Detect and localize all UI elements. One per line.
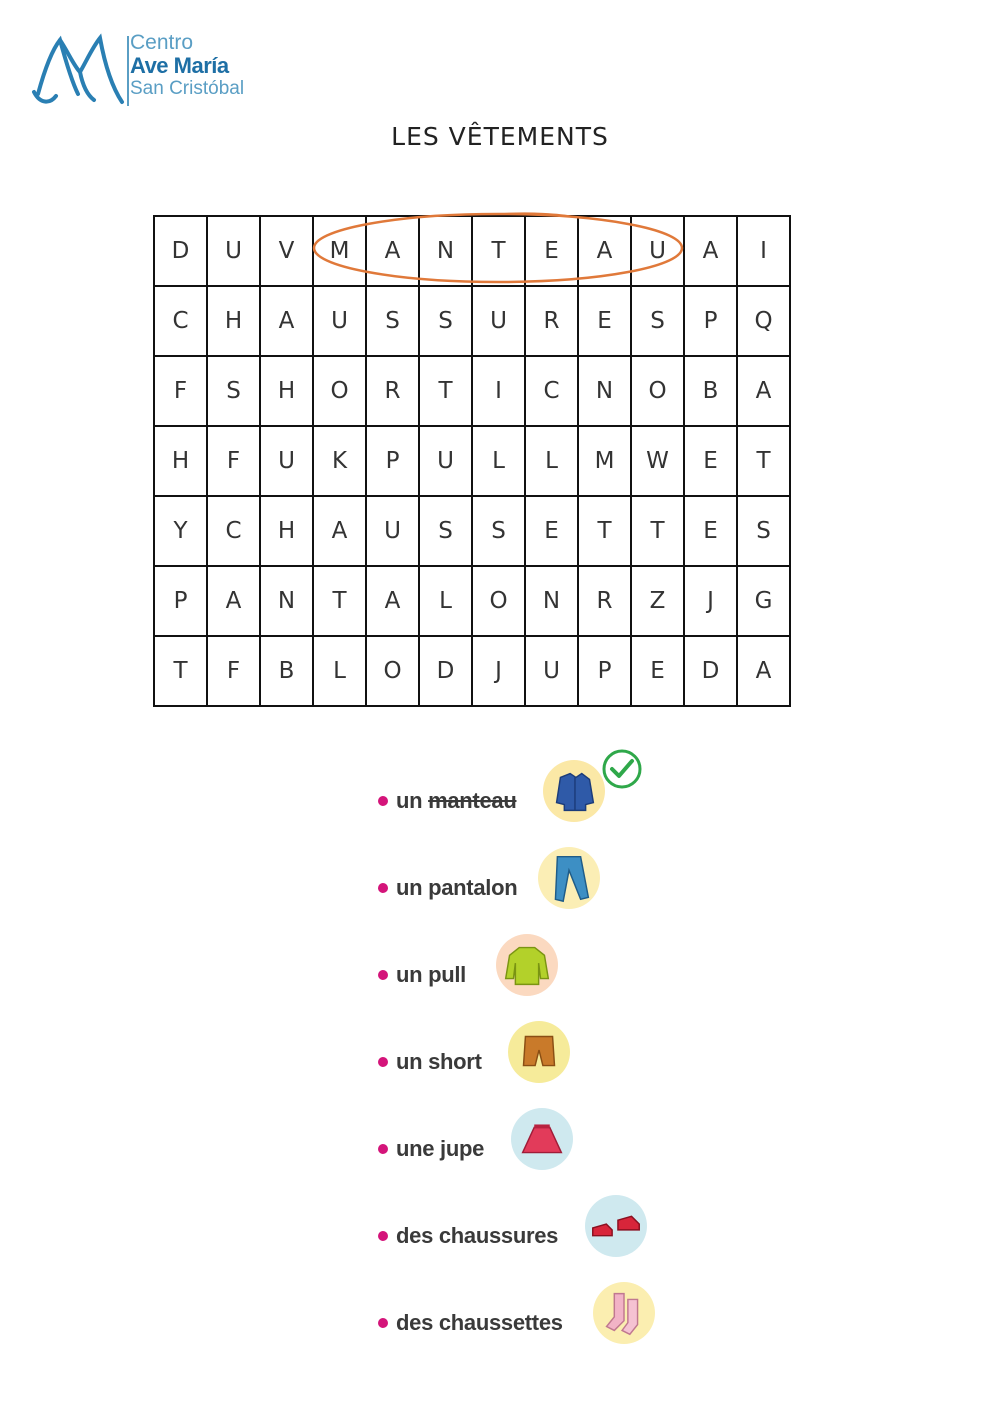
grid-cell[interactable]: E <box>525 496 578 566</box>
grid-cell[interactable]: R <box>366 356 419 426</box>
shorts-icon <box>508 1021 570 1083</box>
vocabulary-article: un <box>396 962 423 987</box>
grid-cell[interactable]: A <box>684 216 737 286</box>
logo-line-2: Ave María <box>130 53 229 78</box>
bullet-icon <box>378 883 388 893</box>
logo-line-3: San Cristóbal <box>130 78 245 99</box>
grid-cell[interactable]: D <box>684 636 737 706</box>
vocabulary-label <box>396 1136 484 1162</box>
grid-cell[interactable]: C <box>525 356 578 426</box>
grid-row <box>154 426 790 496</box>
grid-row <box>154 566 790 636</box>
grid-cell[interactable]: A <box>578 216 631 286</box>
skirt-icon <box>511 1108 573 1170</box>
grid-cell[interactable]: T <box>313 566 366 636</box>
grid-cell[interactable]: A <box>313 496 366 566</box>
grid-cell[interactable]: L <box>313 636 366 706</box>
grid-cell[interactable]: L <box>525 426 578 496</box>
vocabulary-item <box>378 875 517 901</box>
grid-cell[interactable]: N <box>578 356 631 426</box>
grid-cell[interactable]: V <box>260 216 313 286</box>
grid-row <box>154 496 790 566</box>
grid-cell[interactable]: E <box>525 216 578 286</box>
vocabulary-label <box>396 1223 558 1249</box>
grid-cell[interactable]: D <box>419 636 472 706</box>
grid-cell[interactable]: M <box>578 426 631 496</box>
grid-cell[interactable]: W <box>631 426 684 496</box>
trousers-icon <box>538 847 600 909</box>
grid-cell[interactable]: B <box>684 356 737 426</box>
coat-icon <box>543 760 605 822</box>
grid-cell[interactable]: L <box>472 426 525 496</box>
logo-text <box>130 32 244 98</box>
vocabulary-item <box>378 1223 558 1249</box>
grid-cell[interactable]: H <box>260 356 313 426</box>
vocabulary-word: chaussettes <box>438 1310 563 1335</box>
vocabulary-item <box>378 788 516 814</box>
grid-cell[interactable]: T <box>419 356 472 426</box>
grid-cell[interactable]: A <box>260 286 313 356</box>
vocabulary-item <box>378 1310 563 1336</box>
vocabulary-article: des <box>396 1223 434 1248</box>
vocabulary-label <box>396 1310 563 1336</box>
grid-cell[interactable]: T <box>737 426 790 496</box>
grid-cell[interactable]: M <box>313 216 366 286</box>
grid-cell[interactable]: F <box>207 636 260 706</box>
grid-cell[interactable]: J <box>472 636 525 706</box>
vocabulary-item <box>378 1136 484 1162</box>
word-search-grid <box>153 215 791 707</box>
grid-cell[interactable]: A <box>737 636 790 706</box>
grid-cell[interactable]: F <box>154 356 207 426</box>
grid-row <box>154 636 790 706</box>
grid-cell[interactable]: B <box>260 636 313 706</box>
grid-cell[interactable]: P <box>154 566 207 636</box>
grid-cell[interactable]: O <box>313 356 366 426</box>
grid-row <box>154 356 790 426</box>
socks-icon <box>593 1282 655 1344</box>
grid-cell[interactable]: S <box>207 356 260 426</box>
grid-cell[interactable]: U <box>207 216 260 286</box>
grid-cell[interactable]: A <box>366 566 419 636</box>
vocabulary-article: un <box>396 875 423 900</box>
vocabulary-word: chaussures <box>438 1223 559 1248</box>
grid-cell[interactable]: H <box>260 496 313 566</box>
bullet-icon <box>378 1231 388 1241</box>
grid-cell[interactable]: U <box>472 286 525 356</box>
vocabulary-label <box>396 962 466 988</box>
grid-cell[interactable]: U <box>525 636 578 706</box>
grid-cell[interactable]: C <box>207 496 260 566</box>
vocabulary-article: un <box>396 1049 423 1074</box>
grid-cell[interactable]: E <box>578 286 631 356</box>
vocabulary-item <box>378 1049 482 1075</box>
grid-cell[interactable]: H <box>154 426 207 496</box>
sweater-icon <box>496 934 558 996</box>
grid-cell[interactable]: N <box>260 566 313 636</box>
grid-cell[interactable]: A <box>207 566 260 636</box>
grid-cell[interactable]: P <box>578 636 631 706</box>
grid-cell[interactable]: L <box>419 566 472 636</box>
grid-cell[interactable]: Q <box>737 286 790 356</box>
grid-cell[interactable]: N <box>525 566 578 636</box>
grid-cell[interactable]: O <box>631 356 684 426</box>
grid-cell[interactable]: O <box>366 636 419 706</box>
vocabulary-article: un <box>396 788 423 813</box>
grid-cell[interactable]: S <box>472 496 525 566</box>
vocabulary-article: une <box>396 1136 435 1161</box>
bullet-icon <box>378 1318 388 1328</box>
shoes-icon <box>585 1195 647 1257</box>
vocabulary-item <box>378 962 466 988</box>
grid-cell[interactable]: G <box>737 566 790 636</box>
grid-row <box>154 286 790 356</box>
grid-cell[interactable]: U <box>313 286 366 356</box>
grid-cell[interactable]: T <box>472 216 525 286</box>
logo-line-1: Centro <box>130 31 194 54</box>
grid-cell[interactable]: E <box>684 426 737 496</box>
grid-cell[interactable]: A <box>737 356 790 426</box>
grid-cell[interactable]: R <box>525 286 578 356</box>
grid-row <box>154 216 790 286</box>
vocabulary-word: manteau <box>428 788 517 813</box>
grid-cell[interactable]: K <box>313 426 366 496</box>
vocabulary-article: des <box>396 1310 434 1335</box>
checkmark-icon <box>601 748 643 790</box>
grid-cell[interactable]: Y <box>154 496 207 566</box>
vocabulary-word: jupe <box>440 1136 485 1161</box>
grid-cell[interactable]: S <box>419 496 472 566</box>
grid-cell[interactable]: T <box>578 496 631 566</box>
grid-cell[interactable]: U <box>631 216 684 286</box>
grid-cell[interactable]: U <box>419 426 472 496</box>
grid-cell[interactable]: E <box>684 496 737 566</box>
grid-cell[interactable]: U <box>366 496 419 566</box>
vocabulary-label <box>396 1049 482 1075</box>
grid-cell[interactable]: I <box>737 216 790 286</box>
grid-cell[interactable]: T <box>631 496 684 566</box>
grid-cell[interactable]: N <box>419 216 472 286</box>
vocabulary-label <box>396 788 516 814</box>
grid-cell[interactable]: I <box>472 356 525 426</box>
grid-cell[interactable]: A <box>366 216 419 286</box>
grid-cell[interactable]: O <box>472 566 525 636</box>
grid-cell[interactable]: E <box>631 636 684 706</box>
grid-cell[interactable]: T <box>154 636 207 706</box>
vocabulary-word: short <box>428 1049 482 1074</box>
vocabulary-word: pantalon <box>428 875 518 900</box>
bullet-icon <box>378 1144 388 1154</box>
grid-cell[interactable]: F <box>207 426 260 496</box>
grid-cell[interactable]: H <box>207 286 260 356</box>
grid-cell[interactable]: D <box>154 216 207 286</box>
bullet-icon <box>378 796 388 806</box>
grid-cell[interactable]: S <box>366 286 419 356</box>
vocabulary-label <box>396 875 517 901</box>
bullet-icon <box>378 970 388 980</box>
grid-cell[interactable]: P <box>366 426 419 496</box>
grid-cell[interactable]: U <box>260 426 313 496</box>
grid-cell[interactable]: S <box>737 496 790 566</box>
grid-cell[interactable]: P <box>684 286 737 356</box>
grid-cell[interactable]: S <box>419 286 472 356</box>
bullet-icon <box>378 1057 388 1067</box>
vocabulary-word: pull <box>428 962 466 987</box>
grid-cell[interactable]: C <box>154 286 207 356</box>
grid-cell[interactable]: S <box>631 286 684 356</box>
grid-cell[interactable]: R <box>578 566 631 636</box>
grid-cell[interactable]: J <box>684 566 737 636</box>
page-title: LES VÊTEMENTS <box>391 122 609 151</box>
grid-cell[interactable]: Z <box>631 566 684 636</box>
